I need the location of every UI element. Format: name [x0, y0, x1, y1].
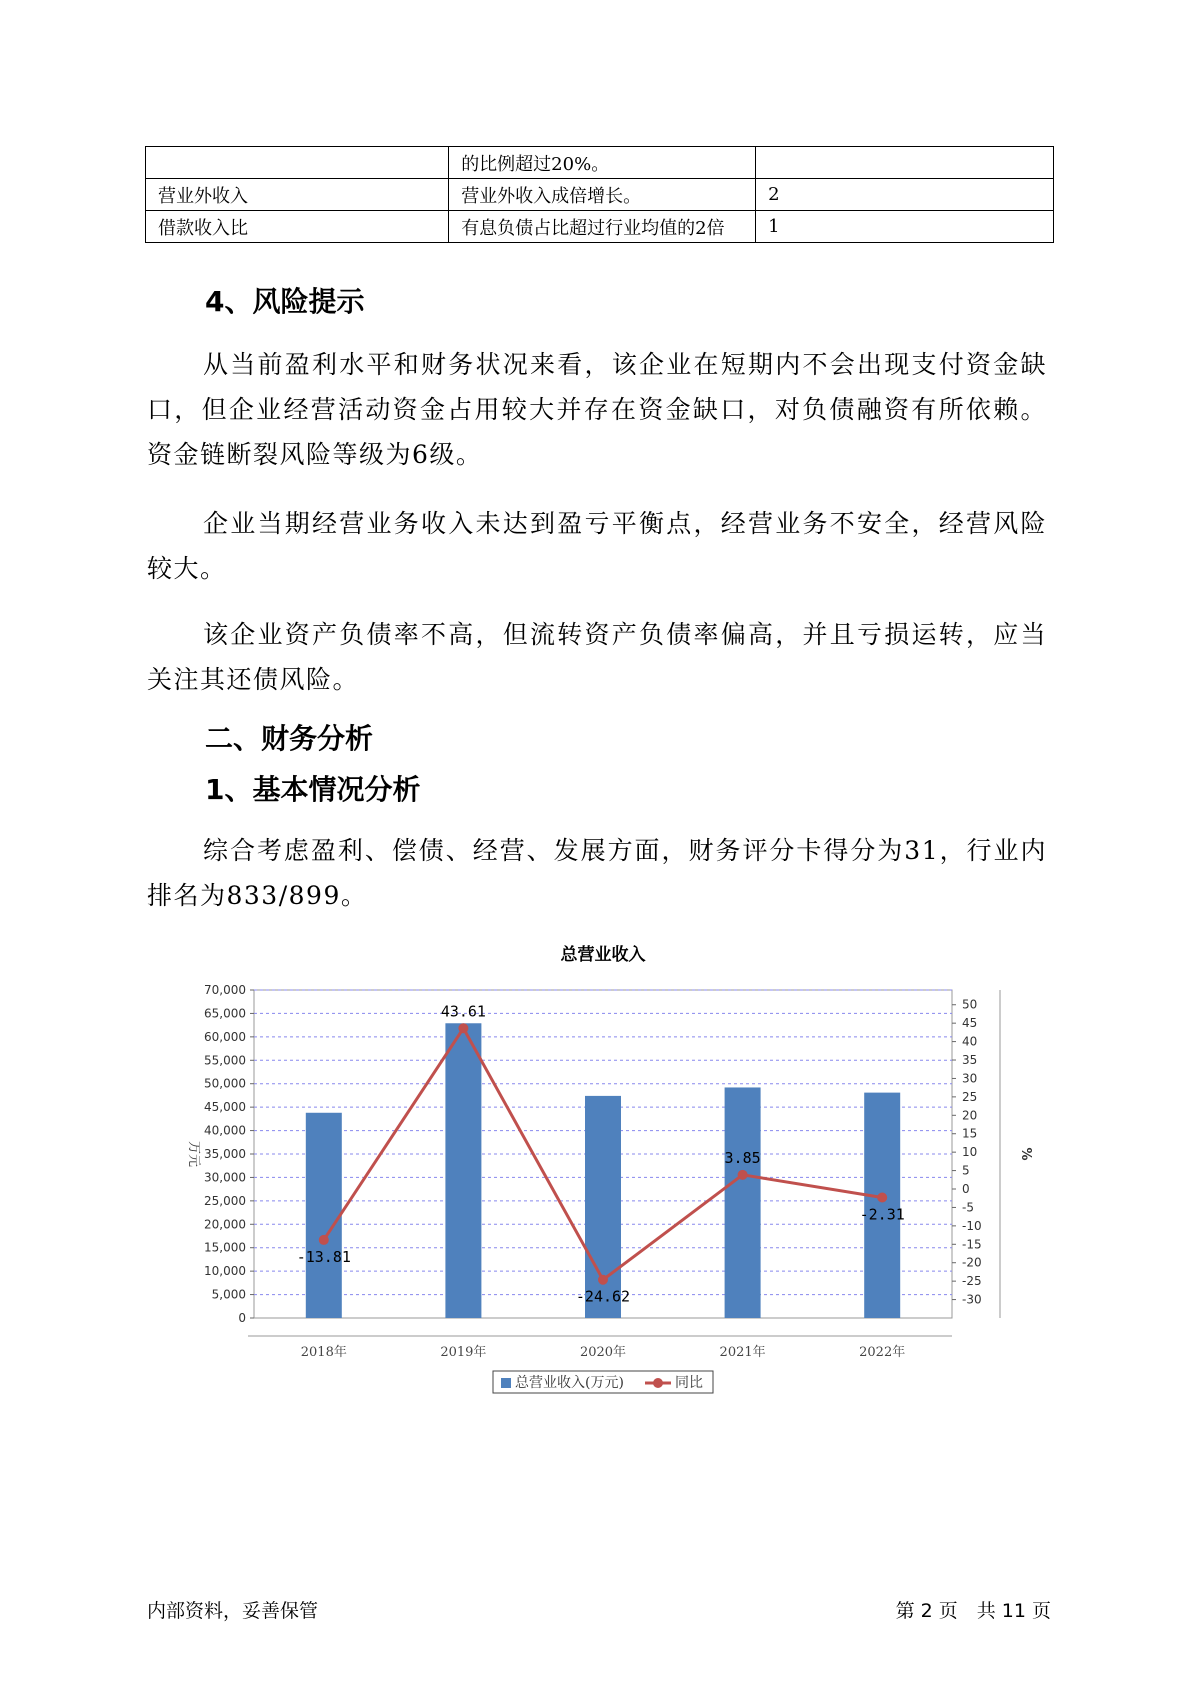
table-cell: 借款收入比	[146, 211, 449, 243]
table-cell: 的比例超过20%。	[449, 147, 756, 179]
y-axis-label: 万元	[186, 1140, 201, 1168]
y-tick-label: 10,000	[204, 1264, 246, 1279]
table-cell: 2	[756, 179, 1054, 211]
x-tick-label: 2021年	[719, 1345, 766, 1360]
yoy-data-label: -2.31	[859, 1205, 905, 1224]
table-cell: 营业外收入成倍增长。	[449, 179, 756, 211]
y2-tick-label: 15	[962, 1126, 978, 1141]
y-tick-label: 55,000	[204, 1053, 246, 1068]
risk-paragraph-3: 该企业资产负债率不高，但流转资产负债率偏高，并且亏损运转，应当关注其还债风险。	[147, 620, 1047, 694]
table-cell: 有息负债占比超过行业均值的2倍	[449, 211, 756, 243]
yoy-point	[319, 1235, 329, 1245]
legend-bar-swatch	[501, 1378, 511, 1388]
y2-tick-label: 40	[962, 1034, 978, 1049]
y2-tick-label: 25	[962, 1089, 978, 1104]
y-tick-label: 70,000	[204, 983, 246, 997]
y-tick-label: 15,000	[204, 1240, 246, 1255]
x-tick-label: 2022年	[859, 1345, 906, 1360]
y2-tick-label: 50	[962, 997, 978, 1012]
table-cell: 1	[756, 211, 1054, 243]
revenue-bar	[445, 1023, 481, 1318]
y2-tick-label: -30	[962, 1292, 982, 1307]
y2-tick-label: 0	[962, 1182, 970, 1197]
y2-tick-label: -15	[962, 1237, 982, 1252]
yoy-data-label: 43.61	[440, 1002, 486, 1021]
legend-bar-label: 总营业收入(万元)	[515, 1375, 624, 1391]
revenue-bar	[725, 1087, 761, 1318]
y2-tick-label: 20	[962, 1108, 978, 1123]
y2-axis-label: %	[1018, 1147, 1033, 1161]
x-tick-label: 2018年	[300, 1345, 347, 1360]
risk-indicator-table	[145, 146, 1054, 243]
y-tick-label: 30,000	[204, 1170, 246, 1185]
y2-tick-label: 35	[962, 1053, 978, 1068]
y2-tick-label: 10	[962, 1145, 978, 1160]
yoy-point	[458, 1023, 468, 1033]
y2-tick-label: -10	[962, 1218, 982, 1233]
basic-analysis-heading: 1、基本情况分析	[205, 773, 421, 806]
y-tick-label: 45,000	[204, 1100, 246, 1115]
table-cell	[756, 147, 1054, 179]
finance-heading: 二、财务分析	[205, 722, 374, 755]
y2-tick-label: -5	[962, 1200, 974, 1215]
y2-tick-label: 45	[962, 1016, 978, 1031]
y-tick-label: 60,000	[204, 1029, 246, 1044]
revenue-chart	[170, 942, 1033, 1402]
table-row	[146, 211, 1054, 243]
y-tick-label: 25,000	[204, 1193, 246, 1208]
x-tick-label: 2019年	[440, 1345, 487, 1360]
y-tick-label: 35,000	[204, 1147, 246, 1161]
legend-line-label: 同比	[675, 1375, 703, 1391]
risk-heading: 4、风险提示	[205, 285, 365, 318]
y2-tick-label: 30	[962, 1071, 978, 1086]
y2-tick-label: 5	[962, 1163, 970, 1178]
table-cell	[146, 147, 449, 179]
table-cell: 营业外收入	[146, 179, 449, 211]
yoy-point	[598, 1275, 608, 1285]
risk-paragraph-2: 企业当期经营业务收入未达到盈亏平衡点，经营业务不安全，经营风险较大。	[147, 509, 1047, 583]
yoy-point	[877, 1193, 887, 1203]
yoy-data-label: 3.85	[724, 1148, 761, 1167]
footer-page-number: 第 2 页 共 11 页	[895, 1600, 1051, 1622]
footer-confidential: 内部资料，妥善保管	[147, 1600, 319, 1622]
y-tick-label: 40,000	[204, 1123, 246, 1138]
yoy-data-label: -24.62	[575, 1287, 631, 1306]
y-tick-label: 0	[238, 1311, 246, 1325]
revenue-bar	[306, 1113, 342, 1318]
chart-title: 总营业收入	[560, 945, 646, 965]
legend-line-marker	[653, 1378, 663, 1388]
risk-paragraph-1: 从当前盈利水平和财务状况来看，该企业在短期内不会出现支付资金缺口，但企业经营活动资金占用较大并存在资金缺口，对负债融资有所依赖。资金链断裂风险等级为6级。	[147, 350, 1047, 469]
y-tick-label: 65,000	[204, 1006, 246, 1021]
y-tick-label: 5,000	[211, 1287, 246, 1302]
y2-tick-label: -25	[962, 1274, 982, 1289]
x-tick-label: 2020年	[579, 1345, 627, 1360]
y-tick-label: 50,000	[204, 1076, 246, 1091]
y-tick-label: 20,000	[204, 1217, 246, 1232]
yoy-data-label: -13.81	[296, 1247, 351, 1266]
yoy-point	[738, 1170, 748, 1180]
finance-paragraph: 综合考虑盈利、偿债、经营、发展方面，财务评分卡得分为31，行业内排名为833/899。	[147, 836, 1047, 910]
y2-tick-label: -20	[962, 1255, 982, 1270]
table-row	[146, 179, 1054, 211]
table-row	[146, 147, 1054, 179]
